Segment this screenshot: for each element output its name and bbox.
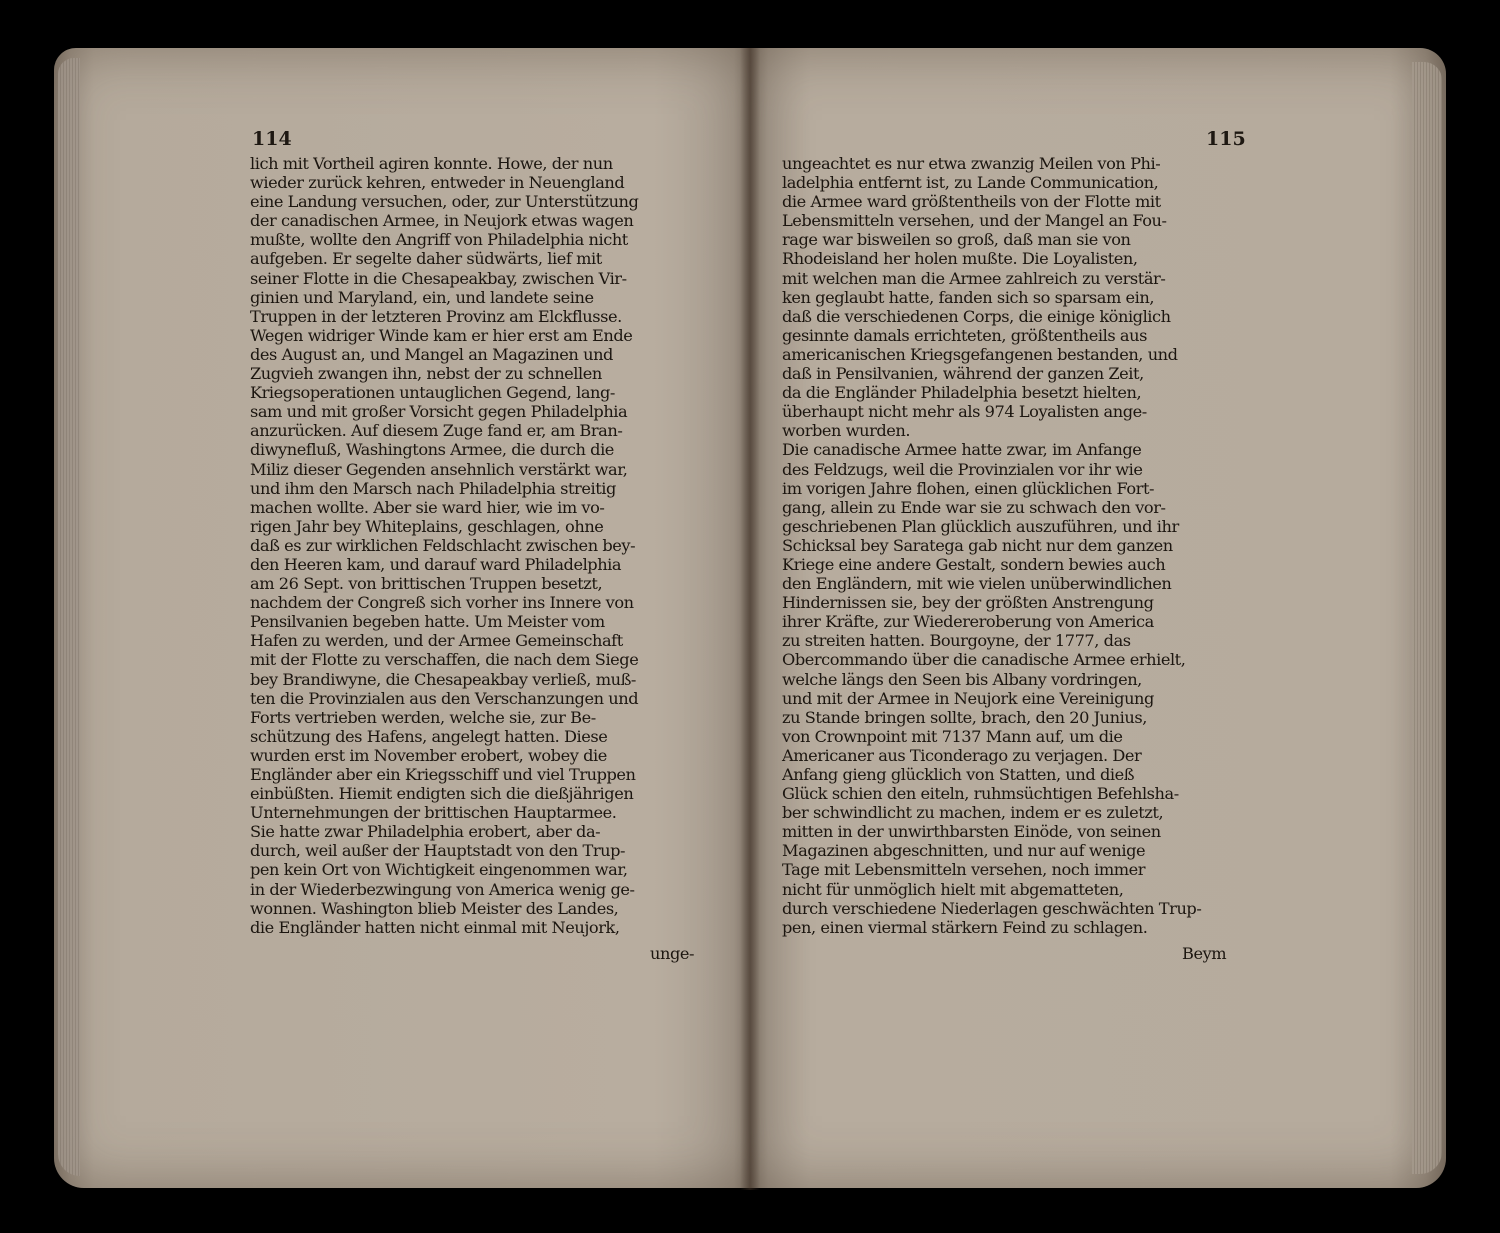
text-line: von Crownpoint mit 7137 Mann auf, um die (782, 726, 1123, 746)
text-line: die Engländer hatten nicht einmal mit Neujork, (250, 917, 620, 937)
right-page-number: 115 (1206, 128, 1246, 150)
text-line: seiner Flotte in die Chesapeakbay, zwischen Vir- (250, 268, 627, 288)
text-line: Kriegsoperationen untauglichen Gegend, lang- (250, 383, 615, 403)
text-line: zu streiten hatten. Bourgoyne, der 1777, das (782, 631, 1131, 651)
text-line: gang, allein zu Ende war sie zu schwach den vor- (782, 497, 1166, 517)
right-catchword: Beym (1182, 944, 1227, 963)
text-line: wonnen. Washington blieb Meister des Landes, (250, 898, 619, 918)
text-line: ladelphia entfernt ist, zu Lande Communication, (782, 173, 1159, 193)
text-line: Tage mit Lebensmitteln versehen, noch immer (782, 860, 1146, 880)
text-line: nicht für unmöglich hielt mit abgematteten, (782, 879, 1124, 899)
text-line: Truppen in der letzteren Provinz am Elckflusse. (250, 306, 622, 326)
text-line: worben wurden. (782, 421, 911, 441)
text-line: machen wollte. Aber sie ward hier, wie im vo- (250, 497, 605, 517)
text-line: mit welchen man die Armee zahlreich zu verstär- (782, 268, 1166, 288)
text-line: Unternehmungen der brittischen Hauptarmee. (250, 803, 617, 823)
open-book (54, 48, 1446, 1190)
text-line: einbüßten. Hiemit endigten sich die dießjährigen (250, 784, 634, 804)
text-line: rigen Jahr bey Whiteplains, geschlagen, ohne (250, 516, 604, 536)
text-line: pen, einen viermal stärkern Feind zu schlagen. (782, 917, 1148, 937)
text-line: mit der Flotte zu verschaffen, die nach dem Siege (250, 650, 639, 670)
text-line: geschriebenen Plan glücklich auszuführen, und ihr (782, 516, 1179, 536)
text-line: Wegen widriger Winde kam er hier erst am Ende (250, 325, 633, 345)
text-line: ber schwindlicht zu machen, indem er es zuletzt, (782, 803, 1164, 823)
text-line: am 26 Sept. von brittischen Truppen besetzt, (250, 574, 603, 594)
right-page (750, 48, 1446, 1188)
text-line: wurden erst im November erobert, wobey die (250, 745, 607, 765)
text-line: zu Stande bringen sollte, brach, den 20 Junius, (782, 707, 1147, 727)
text-line: daß es zur wirklichen Feldschlacht zwischen bey- (250, 535, 636, 555)
text-line: in der Wiederbezwingung von America wenig ge- (250, 879, 635, 899)
text-line: durch verschiedene Niederlagen geschwächten Trup- (782, 898, 1202, 918)
text-line: Magazinen abgeschnitten, und nur auf wenige (782, 841, 1146, 861)
text-line: sam und mit großer Vorsicht gegen Philadelphia (250, 402, 628, 422)
text-line: Kriege eine andere Gestalt, sondern bewies auch (782, 554, 1166, 574)
text-line: den Engländern, mit wie vielen unüberwindlichen (782, 574, 1172, 594)
text-line: mußte, wollte den Angriff von Philadelphia nicht (250, 230, 628, 250)
text-line: überhaupt nicht mehr als 974 Loyalisten ange- (782, 402, 1147, 422)
text-line: und mit der Armee in Neujork eine Vereinigung (782, 688, 1154, 708)
text-line: nachdem der Congreß sich vorher ins Innere von (250, 593, 634, 613)
left-catchword: unge- (650, 944, 695, 963)
text-line: und ihm den Marsch nach Philadelphia streitig (250, 478, 616, 498)
text-line: im vorigen Jahre flohen, einen glücklichen Fort- (782, 478, 1155, 498)
book-gutter (740, 48, 760, 1190)
text-line: Anfang gieng glücklich von Statten, und dieß (782, 765, 1135, 784)
text-line: Engländer aber ein Kriegsschiff und viel Truppen (250, 765, 636, 784)
text-line: daß in Pensilvanien, während der ganzen Zeit, (782, 364, 1144, 384)
text-line: Hindernissen sie, bey der größten Anstrengung (782, 593, 1154, 613)
left-page-number: 114 (252, 128, 292, 150)
text-line: Hafen zu werden, und der Armee Gemeinschaft (250, 631, 623, 651)
text-line: ten die Provinzialen aus den Verschanzungen und (250, 688, 639, 708)
text-line: lich mit Vortheil agiren konnte. Howe, der nun (250, 154, 613, 173)
text-line: americanischen Kriegsgefangenen bestanden, und (782, 344, 1178, 364)
text-line: ken geglaubt hatte, fanden sich so sparsam ein, (782, 287, 1155, 307)
text-line: anzurücken. Auf diesem Zuge fand er, am Bran- (250, 421, 623, 441)
right-page-text (782, 154, 1238, 937)
text-line: ginien und Maryland, ein, und landete seine (250, 287, 594, 307)
text-line: rage war bisweilen so groß, daß man sie von (782, 230, 1131, 250)
text-line: bey Brandiwyne, die Chesapeakbay verließ, muß- (250, 669, 636, 689)
text-line: Obercommando über die canadische Armee erhielt, (782, 650, 1186, 670)
text-line: ihrer Kräfte, zur Wiedereroberung von America (782, 612, 1154, 632)
page-edges-left (58, 58, 80, 1176)
text-line: Zugvieh zwangen ihn, nebst der zu schnellen (250, 364, 602, 384)
text-line: Americaner aus Ticonderago zu verjagen. Der (782, 745, 1142, 765)
text-line: Schicksal bey Saratega gab nicht nur dem ganzen (782, 535, 1173, 555)
text-line: des Feldzugs, weil die Provinzialen vor ihr wie (782, 459, 1143, 479)
text-line: da die Engländer Philadelphia besetzt hielten, (782, 383, 1142, 403)
text-line: aufgeben. Er segelte daher südwärts, lief mit (250, 249, 602, 269)
left-page-text (250, 154, 710, 937)
text-line: pen kein Ort von Wichtigkeit eingenommen war, (250, 860, 628, 880)
text-line: wieder zurück kehren, entweder in Neuengland (250, 173, 625, 193)
text-line: die Armee ward größtentheils von der Flotte mit (782, 192, 1161, 212)
text-line: Forts vertrieben werden, welche sie, zur Be- (250, 707, 596, 727)
text-line: durch, weil außer der Hauptstadt von den Trup- (250, 841, 626, 861)
text-line: diwynefluß, Washingtons Armee, die durch die (250, 440, 614, 460)
text-line: den Heeren kam, und darauf ward Philadelphia (250, 554, 622, 574)
text-line: Sie hatte zwar Philadelphia erobert, aber da- (250, 822, 601, 842)
text-line: eine Landung versuchen, oder, zur Unterstützung (250, 192, 639, 212)
text-line: mitten in der unwirthbarsten Einöde, von seinen (782, 822, 1161, 842)
text-line: der canadischen Armee, in Neujork etwas wagen (250, 211, 634, 231)
text-line: des August an, und Mangel an Magazinen und (250, 344, 613, 364)
text-line: Lebensmitteln versehen, und der Mangel an Fou- (782, 211, 1167, 231)
text-line: Die canadische Armee hatte zwar, im Anfange (782, 440, 1142, 460)
text-line: schützung des Hafens, angelegt hatten. Diese (250, 726, 608, 746)
text-line: Miliz dieser Gegenden ansehnlich verstärkt war, (250, 459, 628, 479)
left-page (54, 48, 750, 1188)
text-line: Pensilvanien begeben hatte. Um Meister vom (250, 612, 605, 632)
text-line: ungeachtet es nur etwa zwanzig Meilen von Phi- (782, 154, 1161, 173)
text-line: welche längs den Seen bis Albany vordringen, (782, 669, 1142, 689)
text-line: Rhodeisland her holen mußte. Die Loyalisten, (782, 249, 1138, 269)
text-line: Glück schien den eiteln, ruhmsüchtigen Befehlsha- (782, 784, 1179, 804)
page-edges-right (1412, 62, 1442, 1174)
text-line: gesinnte damals errichteten, größtentheils aus (782, 325, 1147, 345)
text-line: daß die verschiedenen Corps, die einige königlich (782, 306, 1171, 326)
